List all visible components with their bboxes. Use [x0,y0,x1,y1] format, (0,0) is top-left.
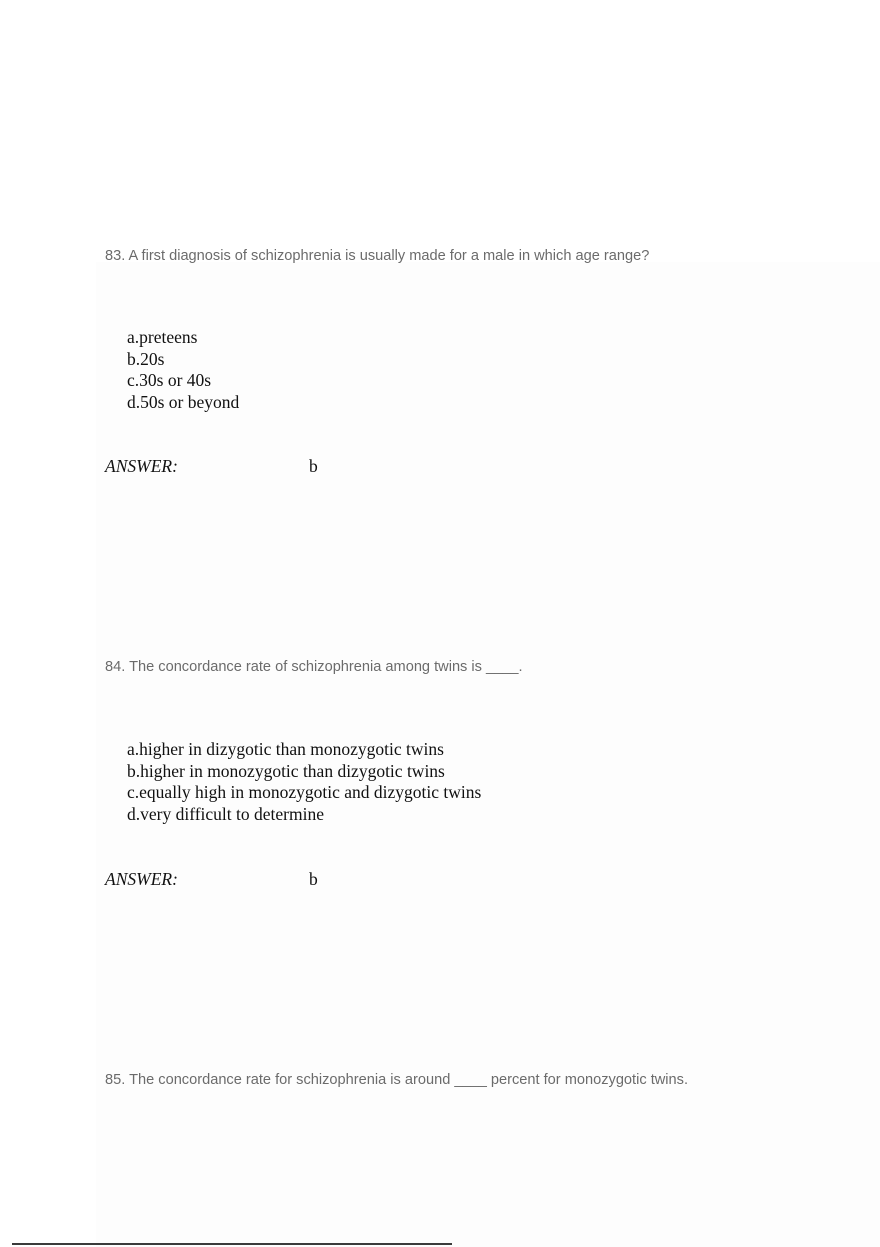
option-c [127,370,239,392]
question-83-text: 83. A first diagnosis of schizophrenia is usually made for a male in which age range? [105,248,650,264]
option-text: very difficult to determine [140,804,324,825]
option-text: equally high in monozygotic and dizygotic twins [139,782,482,803]
option-a [127,739,481,761]
option-text: 20s [140,348,165,369]
option-c [127,782,481,804]
option-letter: b. [127,760,141,781]
option-text: higher in dizygotic than monozygotic twins [139,739,444,759]
option-text: 50s or beyond [140,392,240,413]
question-84-options [127,739,481,826]
option-text: 30s or 40s [139,370,212,391]
answer-value-83: b [309,456,318,476]
question-83-options [127,327,239,414]
option-letter: a. [127,327,140,347]
answer-label-83: ANSWER: [105,456,178,476]
option-b [127,349,239,371]
option-text: higher in monozygotic than dizygotic twins [140,760,445,781]
option-d [127,392,239,414]
option-d [127,804,481,826]
question-84-text: 84. The concordance rate of schizophrenia among twins is ____. [105,659,523,675]
answer-value-84: b [309,869,318,889]
option-letter: c. [127,782,140,803]
option-letter: b. [127,348,141,369]
option-a [127,327,239,349]
option-b [127,761,481,783]
option-text: preteens [139,327,198,347]
option-letter: c. [127,370,140,391]
option-letter: d. [127,804,141,825]
answer-label-84: ANSWER: [105,869,178,889]
option-letter: a. [127,739,140,759]
question-85-text: 85. The concordance rate for schizophrenia is around ____ percent for monozygotic twins. [105,1072,689,1088]
footer-rule [12,1243,452,1245]
option-letter: d. [127,392,141,413]
